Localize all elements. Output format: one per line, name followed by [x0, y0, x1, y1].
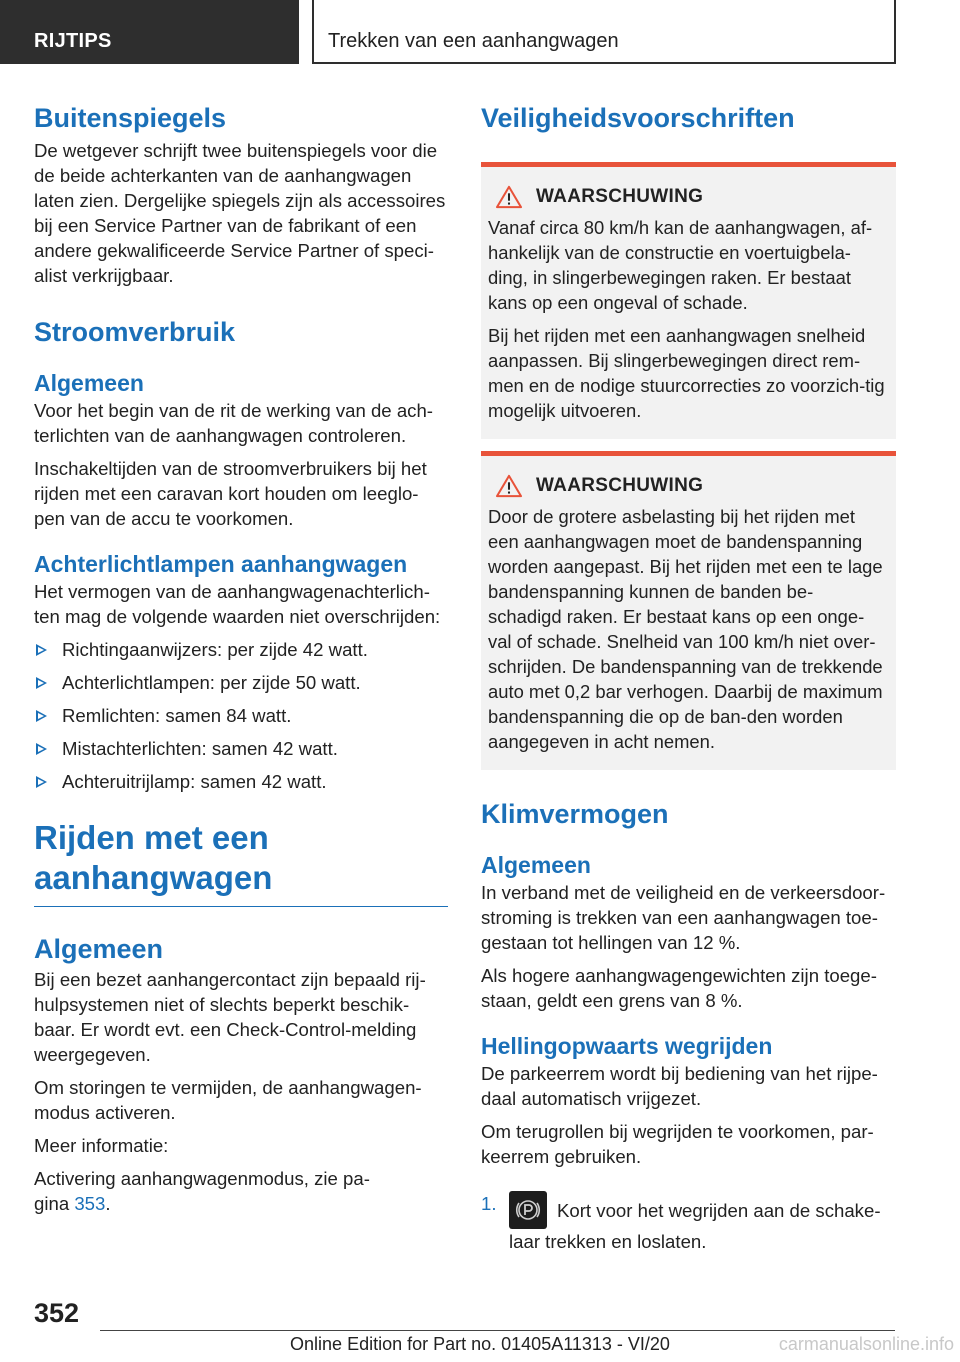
list-item: Achterlichtlampen: per zijde 50 watt.: [34, 670, 448, 695]
text-klim-4: Om terugrollen bij wegrijden te voorkomen, par-keerrem gebruiken.: [481, 1121, 874, 1167]
list-wattages: [34, 637, 448, 794]
heading-rijden-met-aanhangwagen: Rijden met een aanhangwagen: [34, 818, 448, 907]
triangle-bullet-icon: [36, 743, 47, 755]
text-stroom-1: Voor het begin van de rit de werking van de ach-terlichten van de aanhangwagen controleren.: [34, 400, 433, 446]
heading-buitenspiegels: Buitenspiegels: [34, 103, 227, 133]
footer-edition: Online Edition for Part no. 01405A11313 - VI/20: [290, 1334, 670, 1354]
text-rijden-1: Bij een bezet aanhangercontact zijn bepaald rij-hulpsystemen niet of slechts beperkt beschik-baar. Er wordt evt. een Check-Control-melding weergegeven.: [34, 969, 426, 1065]
text-achterlichtlampen: Het vermogen van de aanhangwagenachterlich-ten mag de volgende waarden niet overschrijden:: [34, 581, 441, 627]
text-stroom-2: Inschakeltijden van de stroomverbruikers bij het rijden met een caravan kort houden om leeglo-pen van de accu te voorkomen.: [34, 458, 427, 529]
heading-algemeen-rijden: Algemeen: [34, 934, 164, 964]
page-header: [0, 0, 960, 66]
warning-triangle-icon: [494, 474, 524, 498]
triangle-bullet-icon: [36, 644, 47, 656]
triangle-bullet-icon: [36, 677, 47, 689]
footer-divider: [100, 1330, 895, 1331]
list-item: Mistachterlichten: samen 42 watt.: [34, 736, 448, 761]
subheading-achterlichtlampen: Achterlichtlampen aanhangwagen: [34, 551, 408, 577]
right-column: [481, 100, 896, 1254]
heading-stroomverbruik: Stroomverbruik: [34, 317, 236, 347]
list-item: Achteruitrijlamp: samen 42 watt.: [34, 769, 448, 794]
subheading-algemeen-stroom: Algemeen: [34, 370, 144, 396]
triangle-bullet-icon: [36, 710, 47, 722]
warning-title: WAARSCHUWING: [536, 475, 704, 496]
warning-text: Bij het rijden met een aanhangwagen snelheid aanpassen. Bij slingerbewegingen direct rem-men en de nodige stuurcorrecties zo voorzich-tig mogelijk uitvoeren.: [488, 325, 885, 421]
step-number: 1.: [481, 1193, 497, 1214]
list-item: Remlichten: samen 84 watt.: [34, 703, 448, 728]
warning-box-2: [481, 451, 896, 770]
watermark: carmanualsonline.info: [778, 1334, 954, 1354]
step-text: Kort voor het wegrijden aan de schake-laar trekken en loslaten.: [509, 1200, 881, 1252]
warning-text: Vanaf circa 80 km/h kan de aanhangwagen, af-hankelijk van de constructie en voertuigbela-ding, in slingerbewegingen raken. Er bestaat kans op een ongeval of schade.: [488, 217, 873, 313]
text-klim-2: Als hogere aanhangwagengewichten zijn toege-staan, geldt een grens van 8 %.: [481, 965, 877, 1011]
warning-title: WAARSCHUWING: [536, 186, 704, 207]
text-rijden-2: Om storingen te vermijden, de aanhangwagen-modus activeren.: [34, 1077, 422, 1123]
text-klim-1: In verband met de veiligheid en de verkeersdoor-stroming is trekken van een aanhangwagen toe-gestaan tot hellingen van 12 %.: [481, 882, 886, 953]
left-column: [34, 100, 448, 1216]
warning-box-1: [481, 162, 896, 439]
chapter-label: RIJTIPS: [0, 0, 299, 64]
text-klim-3: De parkeerrem wordt bij bediening van het rijpe-daal automatisch vrijgezet.: [481, 1063, 878, 1109]
warning-triangle-icon: [494, 185, 524, 209]
page-number: 352: [34, 1298, 80, 1328]
subheading-hellingopwaarts: Hellingopwaarts wegrijden: [481, 1033, 773, 1059]
subheading-algemeen-klim: Algemeen: [481, 852, 591, 878]
triangle-bullet-icon: [36, 776, 47, 788]
text-rijden-4: Activering aanhangwagenmodus, zie pa- gina 353.: [34, 1168, 370, 1214]
text-buitenspiegels: De wetgever schrijft twee buitenspiegels voor die de beide achterkanten van de aanhangwagen laten zien. Dergelijke spiegels zijn als accessoires bij een Service Partner van de fabrikant of een andere gekwalificeerde Service Partner of speci-alist verkrijgbaar.: [34, 140, 446, 286]
step-1: [481, 1191, 896, 1254]
heading-veiligheidsvoorschriften: Veiligheidsvoorschriften: [481, 103, 795, 133]
section-label: Trekken van een aanhangwagen: [312, 0, 896, 64]
page-link-353[interactable]: 353: [74, 1193, 106, 1214]
warning-text: Door de grotere asbelasting bij het rijden met een aanhangwagen moet de bandenspanning worden aangepast. Bij het rijden met een te lage bandenspanning kunnen de banden be-schadigd raken. Er bestaat kans op een onge-val of schade. Snelheid van 100 km/h niet over-schrijden. De bandenspanning van de trekkende auto met 0,2 bar verhogen. Daarbij de maximum bandenspanning die op de ban-den worden aangegeven in acht nemen.: [488, 506, 883, 752]
heading-klimvermogen: Klimvermogen: [481, 799, 669, 829]
parking-brake-button-icon: [509, 1191, 547, 1229]
text-rijden-3: Meer informatie:: [34, 1135, 169, 1156]
list-item: Richtingaanwijzers: per zijde 42 watt.: [34, 637, 448, 662]
